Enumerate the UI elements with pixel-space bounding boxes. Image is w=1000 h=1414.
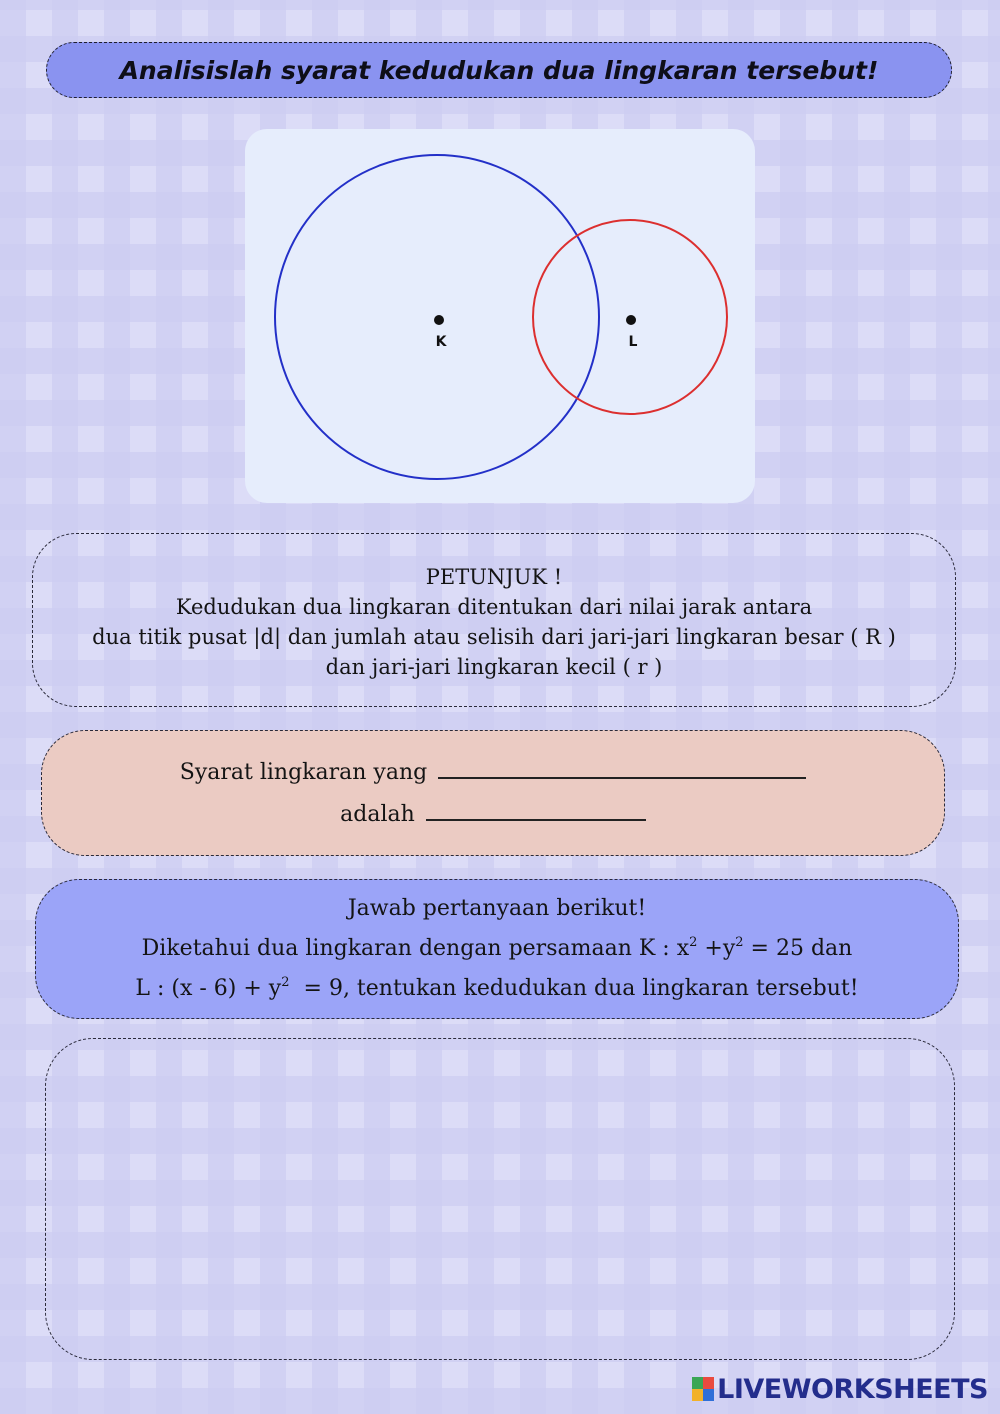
- condition-box: [41, 730, 945, 856]
- title-banner: [46, 42, 952, 98]
- question-line-2-end: = 9, tentukan kedudukan dua lingkaran tersebut!: [289, 976, 859, 1001]
- question-line-1-end: = 25 dan: [743, 936, 853, 961]
- exponent: 2: [281, 975, 290, 990]
- question-line-2: [36, 976, 958, 1001]
- label-l: L: [628, 334, 638, 350]
- question-line-1: [36, 936, 958, 961]
- circle-diagram-svg: [245, 129, 755, 503]
- condition-text-2: adalah: [340, 802, 415, 827]
- logo-tile: [692, 1377, 703, 1389]
- question-line-2-text: L : (x - 6) + y: [135, 976, 282, 1001]
- label-k: K: [435, 334, 447, 350]
- exponent: 2: [689, 935, 698, 950]
- answer-area[interactable]: [45, 1038, 955, 1360]
- question-box: [35, 879, 959, 1019]
- logo-tile: [703, 1377, 714, 1389]
- brand-name: LIVEWORKSHEETS: [717, 1373, 988, 1405]
- condition-blank-2[interactable]: [426, 801, 646, 821]
- question-heading: Jawab pertanyaan berikut!: [347, 896, 647, 921]
- condition-row-2: [42, 801, 944, 827]
- question-line-1-mid: +y: [697, 936, 736, 961]
- condition-blank-1[interactable]: [438, 759, 806, 779]
- hint-line-2: dua titik pusat |d| dan jumlah atau selisih dari jari-jari lingkaran besar ( R ): [92, 625, 896, 649]
- hint-heading: PETUNJUK !: [425, 565, 563, 589]
- condition-text-1: Syarat lingkaran yang: [179, 760, 428, 785]
- condition-row-1: [42, 759, 944, 785]
- circle-diagram: [245, 129, 755, 503]
- page-title: Analisislah syarat kedudukan dua lingkaran tersebut!: [119, 55, 879, 85]
- liveworksheets-logo-icon: [692, 1377, 714, 1401]
- logo-tile: [692, 1389, 703, 1401]
- liveworksheets-brand: [692, 1372, 988, 1406]
- hint-line-1: Kedudukan dua lingkaran ditentukan dari nilai jarak antara: [175, 595, 813, 619]
- hint-line-3: dan jari-jari lingkaran kecil ( r ): [325, 655, 663, 679]
- logo-tile: [703, 1389, 714, 1401]
- center-point-l: [626, 315, 636, 325]
- question-line-1-text: Diketahui dua lingkaran dengan persamaan K : x: [141, 936, 690, 961]
- center-point-k: [434, 315, 444, 325]
- exponent: 2: [735, 935, 744, 950]
- hint-box: [32, 533, 956, 707]
